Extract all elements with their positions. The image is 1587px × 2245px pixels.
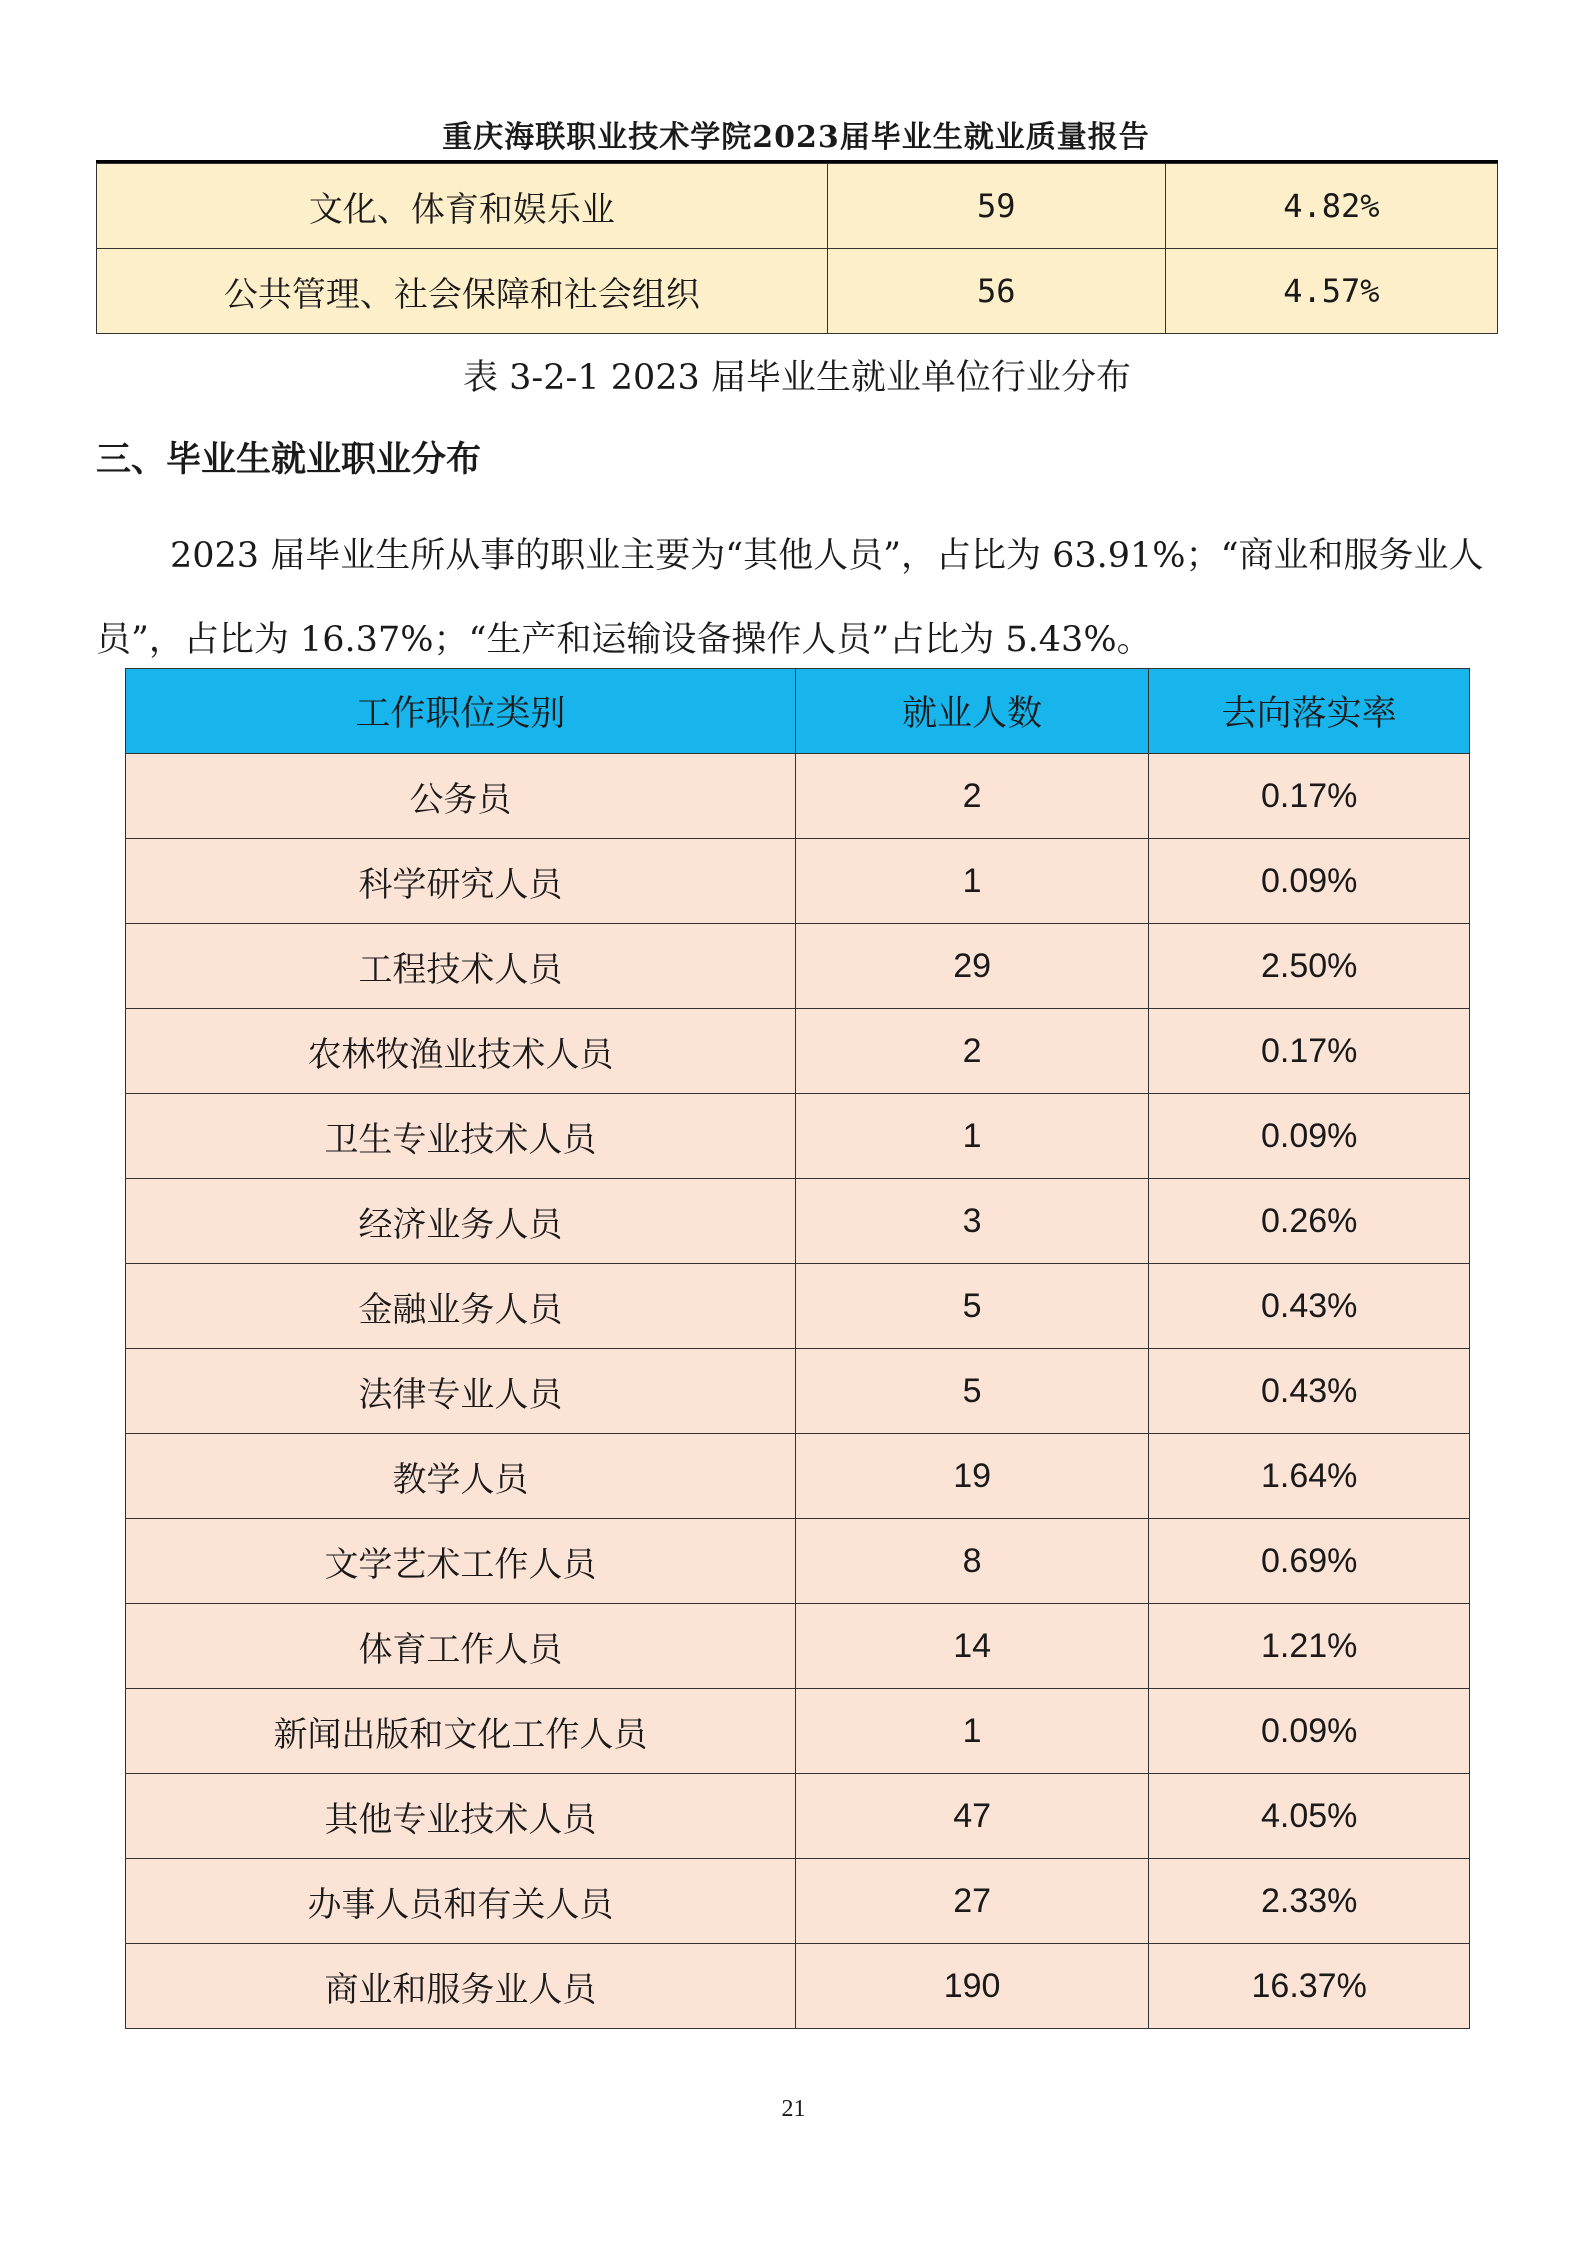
category-cell: 教学人员 bbox=[126, 1434, 796, 1519]
table-row bbox=[126, 1094, 1470, 1179]
count-cell: 3 bbox=[795, 1179, 1148, 1264]
page-number: 21 bbox=[781, 2096, 806, 2122]
rate-cell: 1.21% bbox=[1149, 1604, 1470, 1689]
industry-cell: 公共管理、社会保障和社会组织 bbox=[97, 249, 828, 334]
rate-cell: 4.05% bbox=[1149, 1774, 1470, 1859]
category-cell: 商业和服务业人员 bbox=[126, 1944, 796, 2029]
rate-cell: 0.26% bbox=[1149, 1179, 1470, 1264]
table-row bbox=[126, 839, 1470, 924]
count-cell: 8 bbox=[795, 1519, 1148, 1604]
table-row bbox=[126, 1264, 1470, 1349]
table-row bbox=[126, 1519, 1470, 1604]
rate-cell: 16.37% bbox=[1149, 1944, 1470, 2029]
rate-cell: 0.17% bbox=[1149, 1009, 1470, 1094]
rate-cell: 0.09% bbox=[1149, 1689, 1470, 1774]
rate-cell: 0.43% bbox=[1149, 1349, 1470, 1434]
ratio-cell: 4.57% bbox=[1165, 249, 1497, 334]
table-row bbox=[126, 1859, 1470, 1944]
category-cell: 新闻出版和文化工作人员 bbox=[126, 1689, 796, 1774]
rate-cell: 1.64% bbox=[1149, 1434, 1470, 1519]
table-row bbox=[126, 754, 1470, 839]
table-header-row bbox=[126, 669, 1470, 754]
table-row bbox=[97, 249, 1498, 334]
rate-cell: 0.09% bbox=[1149, 1094, 1470, 1179]
rate-cell: 0.17% bbox=[1149, 754, 1470, 839]
category-cell: 公务员 bbox=[126, 754, 796, 839]
industry-cell: 文化、体育和娱乐业 bbox=[97, 164, 828, 249]
table-caption: 表 3-2-1 2023 届毕业生就业单位行业分布 bbox=[463, 358, 1131, 398]
section-paragraph bbox=[96, 514, 1498, 682]
count-cell: 19 bbox=[795, 1434, 1148, 1519]
table-row bbox=[126, 1179, 1470, 1264]
count-cell: 5 bbox=[795, 1264, 1148, 1349]
rate-cell: 0.43% bbox=[1149, 1264, 1470, 1349]
ratio-cell: 4.82% bbox=[1165, 164, 1497, 249]
category-cell: 金融业务人员 bbox=[126, 1264, 796, 1349]
category-cell: 文学艺术工作人员 bbox=[126, 1519, 796, 1604]
header-category: 工作职位类别 bbox=[126, 669, 796, 754]
category-cell: 其他专业技术人员 bbox=[126, 1774, 796, 1859]
table-row bbox=[126, 1944, 1470, 2029]
section-title: 三、毕业生就业职业分布 bbox=[96, 440, 482, 480]
category-cell: 办事人员和有关人员 bbox=[126, 1859, 796, 1944]
table-row bbox=[126, 1774, 1470, 1859]
occupation-table bbox=[125, 668, 1470, 2029]
count-cell: 1 bbox=[795, 839, 1148, 924]
industry-table bbox=[96, 163, 1498, 334]
count-cell: 14 bbox=[795, 1604, 1148, 1689]
table-row bbox=[126, 1349, 1470, 1434]
category-cell: 科学研究人员 bbox=[126, 839, 796, 924]
paragraph-text: 2023 届毕业生所从事的职业主要为“其他人员”，占比为 63.91%；“商业和服务业人员”，占比为 16.37%；“生产和运输设备操作人员”占比为 5.43%。 bbox=[96, 536, 1484, 660]
count-cell: 5 bbox=[795, 1349, 1148, 1434]
category-cell: 法律专业人员 bbox=[126, 1349, 796, 1434]
table-row bbox=[126, 924, 1470, 1009]
count-cell: 29 bbox=[795, 924, 1148, 1009]
category-cell: 卫生专业技术人员 bbox=[126, 1094, 796, 1179]
rate-cell: 0.09% bbox=[1149, 839, 1470, 924]
report-header: 重庆海联职业技术学院2023届毕业生就业质量报告 bbox=[442, 120, 1150, 155]
table-row bbox=[126, 1009, 1470, 1094]
table-row bbox=[126, 1604, 1470, 1689]
count-cell: 59 bbox=[827, 164, 1165, 249]
category-cell: 工程技术人员 bbox=[126, 924, 796, 1009]
table-row bbox=[97, 164, 1498, 249]
category-cell: 经济业务人员 bbox=[126, 1179, 796, 1264]
count-cell: 47 bbox=[795, 1774, 1148, 1859]
count-cell: 2 bbox=[795, 1009, 1148, 1094]
header-count: 就业人数 bbox=[795, 669, 1148, 754]
category-cell: 体育工作人员 bbox=[126, 1604, 796, 1689]
table-row bbox=[126, 1434, 1470, 1519]
category-cell: 农林牧渔业技术人员 bbox=[126, 1009, 796, 1094]
count-cell: 27 bbox=[795, 1859, 1148, 1944]
table-row bbox=[126, 1689, 1470, 1774]
header-rate: 去向落实率 bbox=[1149, 669, 1470, 754]
count-cell: 2 bbox=[795, 754, 1148, 839]
rate-cell: 0.69% bbox=[1149, 1519, 1470, 1604]
rate-cell: 2.33% bbox=[1149, 1859, 1470, 1944]
count-cell: 1 bbox=[795, 1094, 1148, 1179]
rate-cell: 2.50% bbox=[1149, 924, 1470, 1009]
count-cell: 1 bbox=[795, 1689, 1148, 1774]
count-cell: 190 bbox=[795, 1944, 1148, 2029]
count-cell: 56 bbox=[827, 249, 1165, 334]
